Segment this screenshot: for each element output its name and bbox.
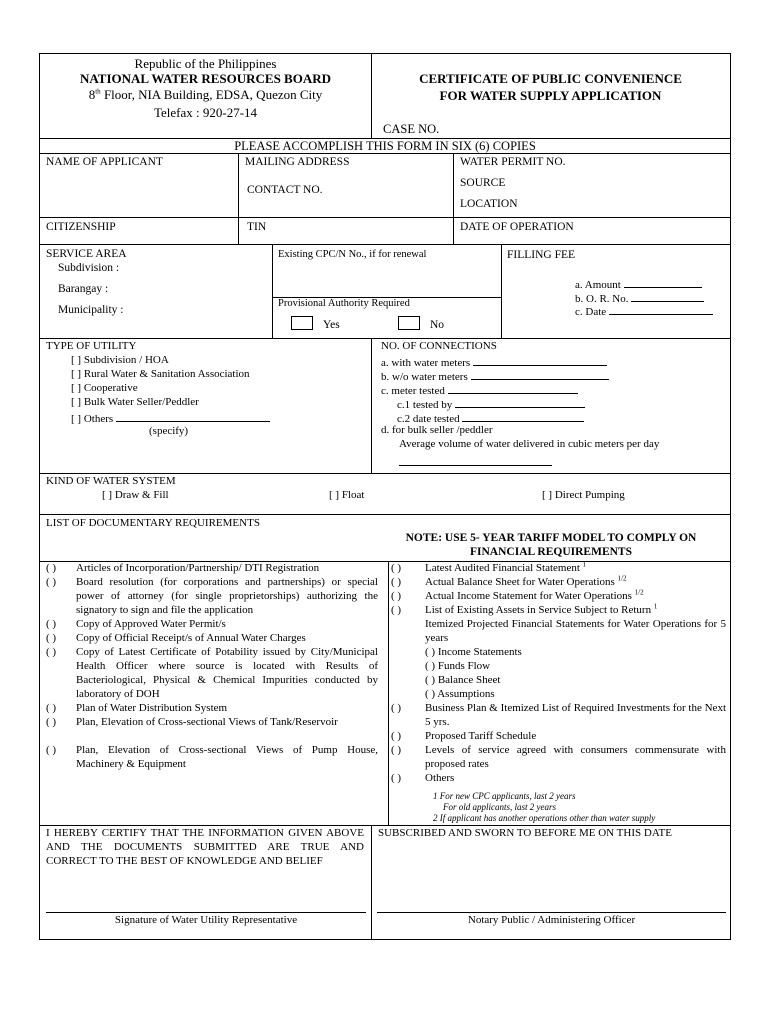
service-area-title: SERVICE AREA bbox=[46, 248, 127, 260]
req-articles: Articles of Incorporation/Partnership/ DTI Registration bbox=[76, 562, 320, 574]
system-direct-pumping[interactable]: [ ] Direct Pumping bbox=[542, 489, 625, 501]
note-line2: FINANCIAL REQUIREMENTS bbox=[470, 546, 632, 558]
req-checkbox[interactable]: ( ) bbox=[46, 576, 57, 588]
footnote-1b: For old applicants, last 2 years bbox=[443, 802, 556, 812]
req-checkbox[interactable]: ( ) bbox=[46, 562, 57, 574]
req-others: Others bbox=[425, 772, 455, 784]
meter-tested-field[interactable]: c. meter tested bbox=[381, 382, 578, 398]
fee-date-field[interactable]: c. Date bbox=[575, 303, 713, 319]
source-label: SOURCE bbox=[460, 177, 506, 189]
type-of-utility-title: TYPE OF UTILITY bbox=[46, 340, 137, 352]
note-line1: NOTE: USE 5- YEAR TARIFF MODEL TO COMPLY ON bbox=[405, 532, 697, 544]
without-meters-field[interactable]: b. w/o water meters bbox=[381, 368, 609, 384]
req-board-resolution: Board resolution (for corporations and partnerships) or special power of attorney (for single proprietorships) authorizing the signatory to sign and file the application bbox=[76, 576, 378, 616]
cpc-application-form bbox=[39, 53, 731, 940]
utility-option-subdivision[interactable]: [ ] Subdivision / HOA bbox=[71, 354, 169, 366]
req-checkbox[interactable]: ( ) bbox=[46, 618, 57, 630]
certification-statement: I HEREBY CERTIFY THAT THE INFORMATION GIVEN ABOVE AND THE DOCUMENTS SUBMITTED ARE TRUE AND CORRECT TO THE BEST OF KNOWLEDGE AND BELIEF bbox=[46, 827, 364, 867]
tested-by-field[interactable]: c.1 tested by bbox=[397, 396, 585, 412]
req-tank-plan: Plan, Elevation of Cross-sectional Views of Tank/Reservoir bbox=[76, 716, 338, 728]
average-volume-line[interactable] bbox=[399, 465, 552, 466]
subdivision-label: Subdivision : bbox=[58, 262, 120, 274]
req-existing-assets: List of Existing Assets in Service Subject to Return $^1$ bbox=[425, 602, 658, 616]
utility-option-rural-water[interactable]: [ ] Rural Water & Sanitation Association bbox=[71, 368, 250, 380]
no-checkbox[interactable] bbox=[398, 316, 420, 330]
form-title-line1: CERTIFICATE OF PUBLIC CONVENIENCE bbox=[419, 71, 682, 86]
utility-option-bulk-seller[interactable]: [ ] Bulk Water Seller/Peddler bbox=[71, 396, 199, 408]
req-water-permit: Copy of Approved Water Permit/s bbox=[76, 618, 226, 630]
req-checkbox[interactable]: ( ) bbox=[46, 716, 57, 728]
utility-option-others[interactable]: [ ] Others bbox=[71, 410, 270, 426]
date-of-operation-label: DATE OF OPERATION bbox=[460, 221, 574, 233]
provisional-authority-label: Provisional Authority Required bbox=[278, 298, 410, 309]
footnote-1: 1 For new CPC applicants, last 2 years bbox=[433, 791, 576, 801]
bulk-seller-label: d. for bulk seller /peddler bbox=[381, 424, 493, 436]
barangay-label: Barangay : bbox=[58, 283, 109, 295]
water-permit-label: WATER PERMIT NO. bbox=[460, 156, 566, 168]
yes-label: Yes bbox=[323, 319, 340, 331]
sworn-statement: SUBSCRIBED AND SWORN TO BEFORE ME ON THIS DATE bbox=[378, 827, 672, 839]
req-income-statement: Actual Income Statement for Water Operations $^{1/2}$ bbox=[425, 588, 644, 602]
existing-cpc-label: Existing CPC/N No., if for renewal bbox=[278, 249, 427, 260]
req-checkbox[interactable]: ( ) bbox=[391, 576, 402, 588]
req-checkbox[interactable]: ( ) bbox=[46, 702, 57, 714]
location-label: LOCATION bbox=[460, 198, 518, 210]
filling-fee-title: FILLING FEE bbox=[507, 249, 576, 261]
yes-checkbox[interactable] bbox=[291, 316, 313, 330]
name-of-applicant-label: NAME OF APPLICANT bbox=[46, 156, 163, 168]
req-checkbox[interactable]: ( ) bbox=[391, 772, 402, 784]
req-official-receipt: Copy of Official Receipt/s of Annual Water Charges bbox=[76, 632, 306, 644]
sub-balance-sheet[interactable]: ( ) Balance Sheet bbox=[425, 674, 501, 686]
req-checkbox[interactable]: ( ) bbox=[391, 562, 402, 574]
no-label: No bbox=[430, 319, 445, 331]
req-levels-of-service: Levels of service agreed with consumers commensurate with proposed rates bbox=[425, 744, 726, 770]
form-title-line2: FOR WATER SUPPLY APPLICATION bbox=[439, 88, 662, 103]
telefax: Telefax : 920-27-14 bbox=[153, 105, 258, 120]
agency-address: 8th Floor, NIA Building, EDSA, Quezon City bbox=[88, 87, 323, 102]
footnote-2: 2 If applicant has another operations other than water supply bbox=[433, 813, 656, 823]
or-no-field[interactable]: b. O. R. No. bbox=[575, 290, 704, 306]
water-system-title: KIND OF WATER SYSTEM bbox=[46, 475, 176, 487]
req-projected-fs: Itemized Projected Financial Statements for Water Operations for 5 years bbox=[425, 618, 726, 644]
req-distribution-plan: Plan of Water Distribution System bbox=[76, 702, 228, 714]
req-checkbox[interactable]: ( ) bbox=[391, 744, 402, 756]
agency-name: NATIONAL WATER RESOURCES BOARD bbox=[79, 71, 332, 86]
contact-no-label: CONTACT NO. bbox=[247, 184, 323, 196]
utility-option-cooperative[interactable]: [ ] Cooperative bbox=[71, 382, 138, 394]
req-checkbox[interactable]: ( ) bbox=[46, 646, 57, 658]
req-checkbox[interactable]: ( ) bbox=[46, 632, 57, 644]
tin-label: TIN bbox=[247, 221, 267, 233]
amount-field[interactable]: a. Amount bbox=[575, 276, 702, 292]
with-meters-field[interactable]: a. with water meters bbox=[381, 354, 607, 370]
republic-label: Republic of the Philippines bbox=[134, 56, 277, 71]
system-float[interactable]: [ ] Float bbox=[329, 489, 365, 501]
average-volume-label: Average volume of water delivered in cubic meters per day bbox=[399, 438, 660, 450]
req-checkbox[interactable]: ( ) bbox=[391, 590, 402, 602]
specify-label: (specify) bbox=[149, 425, 189, 437]
req-tariff-schedule: Proposed Tariff Schedule bbox=[425, 730, 537, 742]
mailing-address-label: MAILING ADDRESS bbox=[245, 156, 350, 168]
req-potability: Copy of Latest Certificate of Potability issued by City/Municipal Health Officer where source is located with Results of Bacteriological, Physical & Chemical Impurities conducted by laboratory of DOH bbox=[76, 646, 378, 700]
req-checkbox[interactable]: ( ) bbox=[391, 730, 402, 742]
sub-income-statements[interactable]: ( ) Income Statements bbox=[425, 646, 522, 658]
case-no-label: CASE NO. bbox=[383, 122, 440, 136]
connections-title: NO. OF CONNECTIONS bbox=[381, 340, 497, 352]
req-business-plan: Business Plan & Itemized List of Required Investments for the Next 5 yrs. bbox=[425, 702, 726, 728]
instruction: PLEASE ACCOMPLISH THIS FORM IN SIX (6) COPIES bbox=[234, 139, 536, 153]
req-audited-fs: Latest Audited Financial Statement $^1$ bbox=[425, 560, 587, 574]
req-checkbox[interactable]: ( ) bbox=[391, 702, 402, 714]
representative-signature-label: Signature of Water Utility Representative bbox=[114, 914, 298, 926]
notary-signature-label: Notary Public / Administering Officer bbox=[467, 914, 636, 926]
system-draw-fill[interactable]: [ ] Draw & Fill bbox=[102, 489, 169, 501]
municipality-label: Municipality : bbox=[58, 304, 124, 316]
req-balance-sheet: Actual Balance Sheet for Water Operations $^{1/2}$ bbox=[425, 574, 627, 588]
sub-assumptions[interactable]: ( ) Assumptions bbox=[425, 688, 495, 700]
citizenship-label: CITIZENSHIP bbox=[46, 221, 116, 233]
req-checkbox[interactable]: ( ) bbox=[46, 744, 57, 756]
date-tested-field[interactable]: c.2 date tested bbox=[397, 410, 584, 426]
sub-funds-flow[interactable]: ( ) Funds Flow bbox=[425, 660, 491, 672]
req-checkbox[interactable]: ( ) bbox=[391, 604, 402, 616]
req-pump-house-plan: Plan, Elevation of Cross-sectional Views of Pump House, Machinery & Equipment bbox=[76, 744, 378, 770]
docs-title: LIST OF DOCUMENTARY REQUIREMENTS bbox=[46, 517, 260, 529]
